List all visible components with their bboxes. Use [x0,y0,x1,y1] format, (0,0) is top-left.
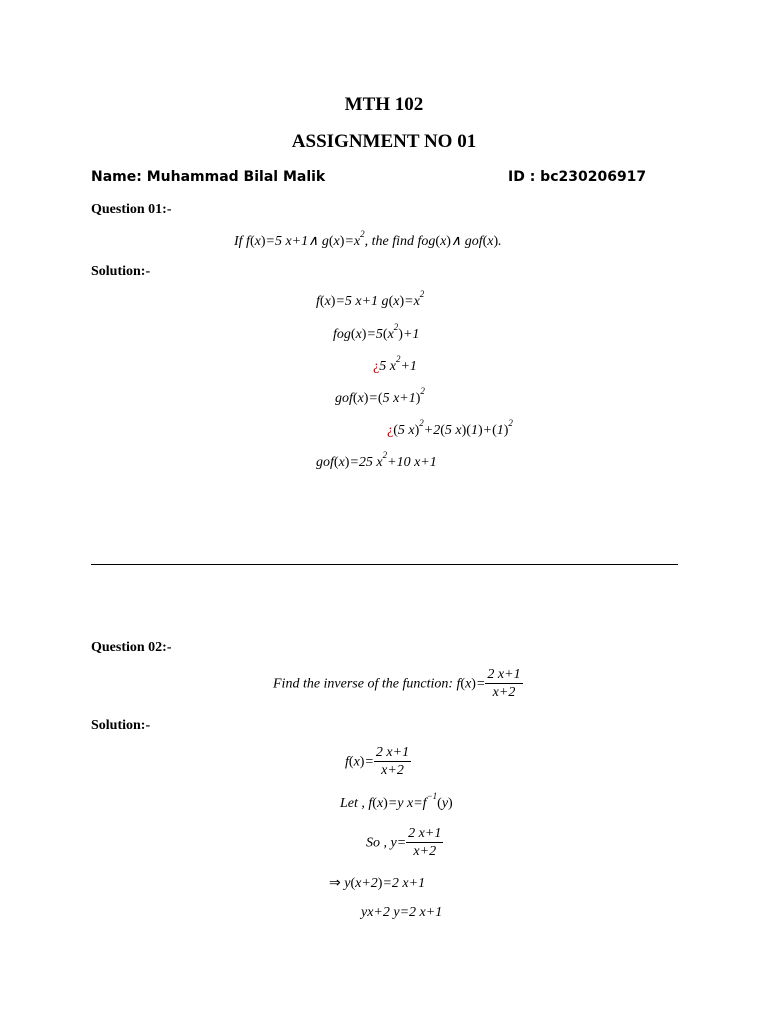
question-2-solution-label: Solution:- [91,718,151,733]
student-id: ID : bc230206917 [508,169,647,185]
q2-step-4: ⇒ y(x+2)=2 x+1 [329,876,426,891]
question-1-statement: If f(x)=5 x+1∧ $g(x)=x^2$, the find fog(x)∧ gof(x). [234,229,502,249]
q1-step-1: f(x)=5 x+1 $g(x)=x^2$ [316,289,425,309]
assignment-title: ASSIGNMENT NO 01 [291,131,477,152]
q2-step-3: So , y= $\frac{2 x+1}{x+2}$ [366,826,442,859]
q1-step-3: ¿5 $x^2+1$ [373,354,417,374]
q2-step-1: f(x)= $\frac{2 x+1}{x+2}$ [345,745,410,778]
student-name: Name: Muhammad Bilal Malik [91,169,326,185]
course-title: MTH 102 [344,94,424,115]
q1-step-6: gof(x)=25 $x^2+10$ x+1 [316,450,437,470]
question-2-statement: Find the inverse of the function: f(x)= $\frac{2 x+1}{x+2}$ [273,667,521,700]
question-1-label: Question 01:- [91,202,172,217]
question-1-solution-label: Solution:- [91,264,151,279]
q1-step-2: $fog(x)=5(x^2)+1$ [333,322,420,342]
q1-step-5: ¿(5 x)$^2$+2(5 $x)(1)+(1)^2$ [387,418,513,438]
section-divider [91,564,678,565]
q1-step-4: gof(x)=(5 x+1)$^2$ [335,386,425,406]
q2-step-5: yx+2 y=2 x+1 [361,905,443,920]
question-2-label: Question 02:- [91,640,172,655]
q2-step-2: Let , f(x)=y $x=f^{-1}(y)$ [340,791,453,811]
